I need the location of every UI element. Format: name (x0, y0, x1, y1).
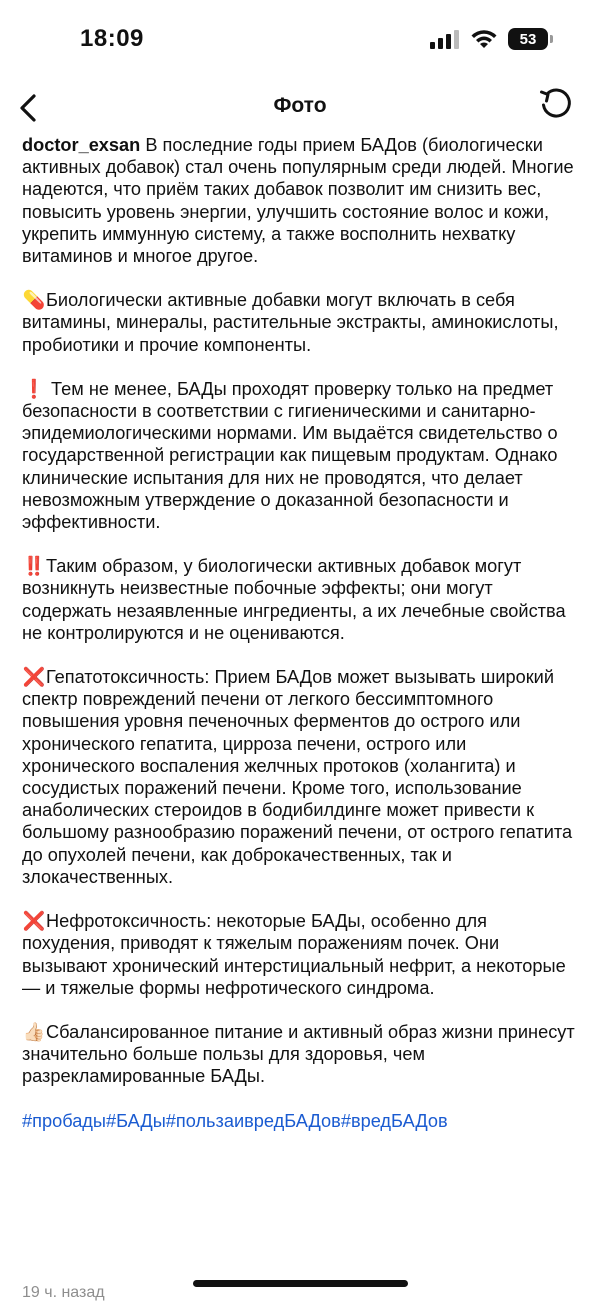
page-title: Фото (273, 94, 327, 117)
paragraph-text: Нефротоксичность: некоторые БАДы, особенно для похудения, приводят к тяжелым поражениям почек. Они вызывают хронический интерстициальный нефрит, а некоторые — и тяжелые формы нефротического синдрома. (22, 911, 566, 998)
battery-level: 53 (519, 30, 537, 48)
exclamation-icon: ❗ (22, 378, 46, 399)
caption-paragraph (22, 666, 578, 888)
nav-bar (0, 80, 600, 135)
thumbs-up-icon: 👍🏻 (22, 1021, 46, 1042)
status-icons (430, 28, 548, 50)
intro-text: В последние годы прием БАДов (биологически активных добавок) стал очень популярным среди людей. Многие надеются, что приём таких добавок позволит им снизить вес, повысить уровень энергии, улучшить состояние волос и кожи, укрепить иммунную систему, а также восполнить нехватку витаминов и многое другое. (22, 135, 574, 267)
caption-paragraph (22, 555, 578, 644)
caption-paragraph (22, 910, 578, 999)
home-indicator[interactable] (193, 1280, 408, 1287)
post-caption (22, 134, 578, 1132)
caption-paragraph (22, 289, 578, 356)
caption-paragraph (22, 378, 578, 533)
cross-mark-icon: ❌ (22, 667, 46, 688)
paragraph-text: Гепатотоксичность: Прием БАДов может вызывать широкий спектр повреждений печени от легкого бессимптомного повышения уровня печеночных ферментов до острого или хронического гепатита, цирроза печени, острого или хронического воспаления желчных протоков (холангита) и сосудистых поражений печени. Кроме того, использование анаболических стероидов в бодибилдинге может привести к большому разнообразию поражений печени, от острого гепатита до опухолей печени, как доброкачественных, так и злокачественных. (22, 667, 573, 887)
double-exclamation-icon: ‼️ (22, 556, 46, 577)
wifi-icon (470, 29, 498, 49)
battery-icon (508, 28, 548, 50)
refresh-icon[interactable] (538, 86, 574, 122)
hashtags-link[interactable]: #пробады#БАДы#пользаивредБАДов#вредБАДов (22, 1110, 448, 1131)
caption-paragraph (22, 1021, 578, 1088)
post-timestamp: 19 ч. назад (22, 1284, 105, 1301)
signal-icon (430, 29, 460, 49)
pill-icon: 💊 (22, 290, 46, 311)
cross-mark-icon: ❌ (22, 911, 46, 932)
paragraph-text: Таким образом, у биологически активных добавок могут возникнуть неизвестные побочные эффекты; они могут содержать незаявленные ингредиенты, а их лечебные свойства не контролируются и не оцениваются. (22, 556, 566, 643)
status-time: 18:09 (80, 25, 144, 52)
paragraph-text: Сбалансированное питание и активный образ жизни принесут значительно больше пользы для здоровья, чем разрекламированные БАДы. (22, 1021, 575, 1087)
username-link[interactable]: doctor_exsan (22, 135, 141, 155)
caption-intro (22, 134, 578, 267)
paragraph-text: Биологически активные добавки могут включать в себя витамины, минералы, растительные экстракты, аминокислоты, пробиотики и прочие компоненты. (22, 290, 559, 355)
paragraph-text: Тем не менее, БАДы проходят проверку только на предмет безопасности в соответствии с гигиеническими и санитарно-эпидемиологическими нормами. Им выдаётся свидетельство о государственной регистрации как пищевым продуктам. Однако клинические испытания для них не проводятся, что делает невозможным утверждение о доказанной безопасности и эффективности. (22, 378, 558, 533)
status-bar (0, 0, 600, 80)
